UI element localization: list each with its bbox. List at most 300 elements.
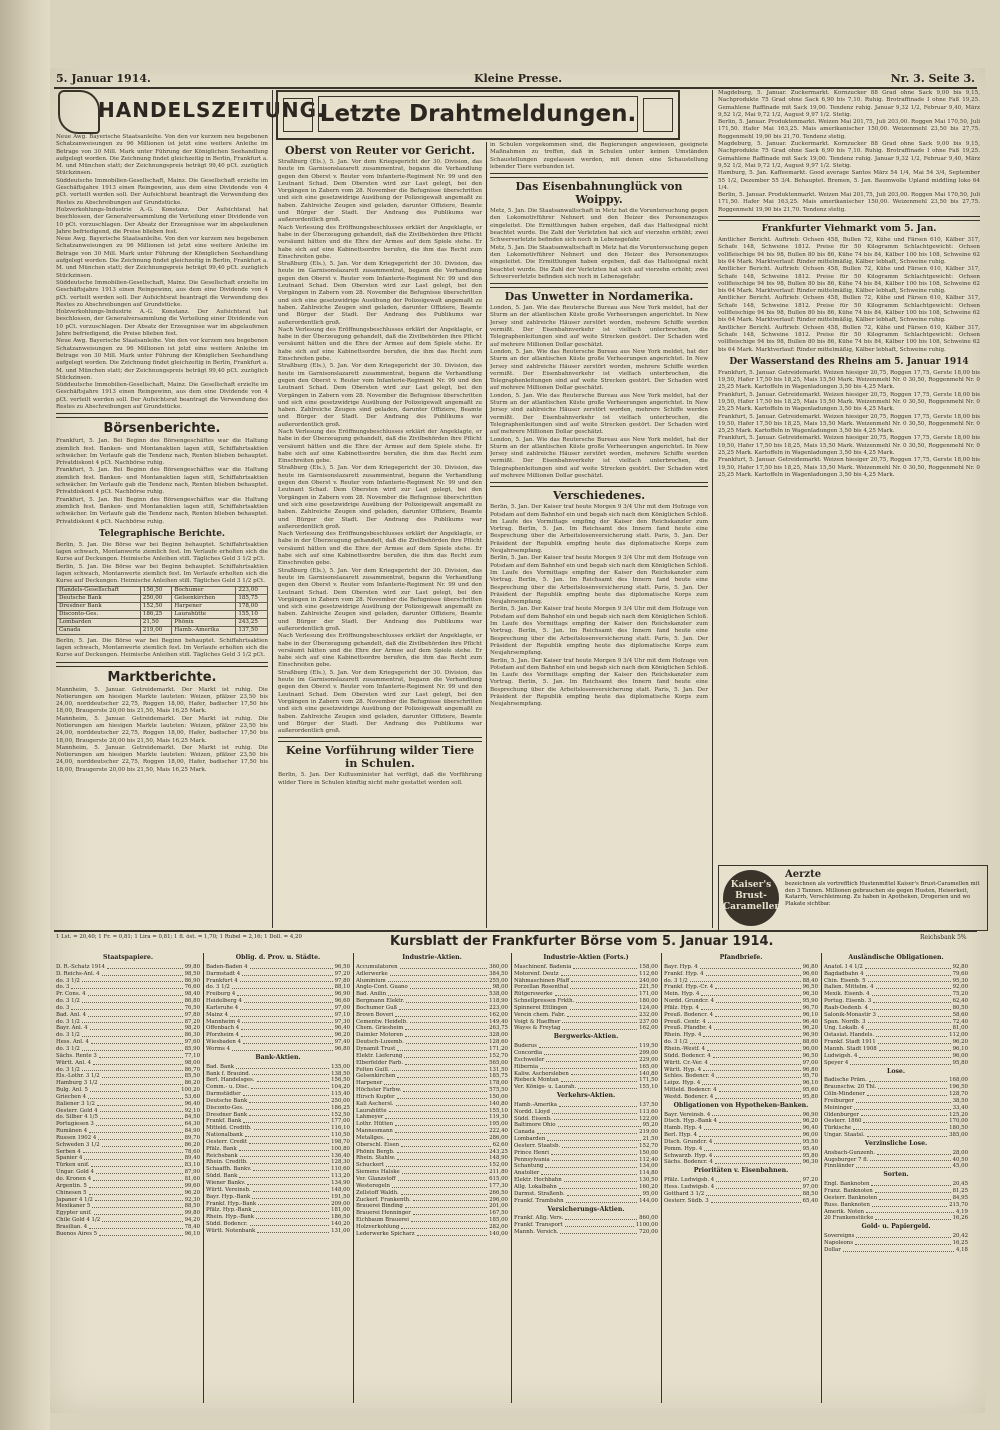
security-price: 299,00 (639, 1049, 658, 1056)
article-text: Berlin, 5. Jan. Der Kaiser traf heute Morgen 9 3/4 Uhr mit dem Hofzuge von Potsdam auf dem Bahnhof ein und begab sich nach dem Königlichen Schloß. Im Laufe des Vormittags empfing der Kaiser den Reichskanzler zum Vortrag. Berlin, 5. Jan. Im Reichsamt des Innern fand heute eine Besprechung über die Arbeitslosenversicherung statt. Paris, 5. Jan. Der Präsident der Republik empfing heute das diplomatische Korps zum Neujahrsempfang. (490, 606, 708, 657)
security-price: 96,50 (334, 963, 350, 970)
security-name: do. 3 1/2 (56, 1066, 80, 1073)
table-row (56, 1067, 200, 1074)
security-name: do. 3 1/2 (56, 1018, 80, 1025)
security-price: 100,20 (181, 1087, 200, 1094)
security-name: Dresdner Bank (206, 1111, 248, 1118)
security-name: Amerik. Noten (824, 1208, 864, 1215)
table-row (664, 1032, 818, 1039)
security-name: do. 3 1/2 (664, 1039, 688, 1046)
table-row (664, 971, 818, 978)
security-price: 232,00 (639, 1011, 658, 1018)
security-price: 119,50 (639, 1043, 658, 1050)
table-row (356, 1019, 508, 1026)
right-column (718, 90, 980, 860)
security-price: 96,80 (802, 1066, 818, 1073)
article-text: Frankfurt, 5. Januar. Getreidemarkt. Weizen hiesiger 20,75, Roggen 17,75, Gerste 18,00 bis 19,50, Hafer 17,50 bis 18,25, Mais 15,50 Mark. Weizenmehl Nr. 0 30,50, Roggenmehl Nr. 0 25,25 Mark. Kartoffeln in Wagenladungen 3,50 bis 4,25 Mark. (718, 457, 980, 478)
security-name: Eichbaum Brauerei (356, 1217, 410, 1224)
table-row (56, 1114, 200, 1121)
leader-dots (567, 1191, 641, 1196)
leader-dots (251, 1084, 329, 1089)
security-name: Berl. Handelsges. (206, 1077, 255, 1084)
ornament-icon (58, 90, 100, 134)
table-row (664, 978, 818, 985)
security-name: Mannesmann (356, 1128, 393, 1135)
table-row (356, 1108, 508, 1115)
table-row (206, 1132, 350, 1139)
security-price: 79,60 (952, 970, 968, 977)
security-price: 95,50 (802, 1138, 818, 1145)
security-name: Frankf. Bank (206, 1118, 242, 1125)
security-price: 185,00 (489, 1217, 508, 1224)
table-row (57, 626, 268, 634)
table-row (514, 1005, 658, 1012)
handelszeitung-title: HANDELSZEITUNG. (98, 98, 326, 122)
security-name: Türkische (824, 1125, 852, 1132)
security-name: Franz. Banknoten (824, 1188, 873, 1194)
table-row (664, 1025, 818, 1032)
article-text: Nach Verlesung des Eröffnungsbeschlusses erklärt der Angeklagte, er habe in der Überzeugung gehandelt, daß die Zivilbehörden ihre Pflicht versäumt hätten und die Ehre der Armee auf dem Spiele stehe. Er habe sich auf eine Kabinettsordre berufen, die ihm das Recht zum Einschreiten gebe. (278, 633, 482, 669)
leader-dots (240, 1153, 329, 1158)
security-name: Baden-Baden 4 (206, 963, 248, 970)
leader-dots (710, 1060, 801, 1065)
leader-dots (561, 1077, 637, 1082)
table-row (664, 1080, 818, 1087)
article-text: London, 5. Jan. Wie das Reutersche Bureau aus New York meldet, hat der Sturm an der atlantischen Küste große Verheerungen angerichtet. In New Jersey sind zahlreiche Häuser zerstört worden, mehrere Schiffe werden vermißt. Der Eisenbahnverkehr ist vielfach unterbrochen, die Telegraphenleitungen sind auf weite Strecken gestört. Der Schaden wird auf mehrere Millionen Dollar geschätzt. (490, 436, 708, 479)
table-row (664, 1019, 818, 1026)
table-row (664, 1139, 818, 1146)
security-name: Cementw. Heidelb. (356, 1018, 408, 1025)
table-row (56, 1231, 200, 1238)
security-name: Schwarzb. Hyp. 4 (664, 1152, 713, 1159)
article-text: Frankfurt, 5. Jan. Bei Beginn des Börsengeschäftes war die Haltung ziemlich fest. Banken- und Montanaktien lagen still, Schiffahrtsaktien schwächer. Im Verlaufe gab die Tendenz nach, Renten blieben behauptet. Privatdiskont 4 pCt. Nachbörse ruhig. (56, 496, 268, 525)
security-name: Prince Henri (514, 1149, 549, 1156)
table-row (664, 1125, 818, 1132)
table-row (56, 984, 200, 991)
security-price: 97,80 (334, 977, 350, 984)
leader-dots (84, 1155, 182, 1160)
security-price: 110,50 (331, 1132, 350, 1139)
security-price: 84,50 (184, 1114, 200, 1121)
table-row (56, 1217, 200, 1224)
table-row (206, 1166, 350, 1173)
article-text: Süddeutsche Immobilien-Gesellschaft, Mainz. Die Gesellschaft erzielte im Geschäftsjahre 1913 einen Reingewinn, aus dem eine Dividende von 4 pCt. verteilt werden soll. Der Aufsichtsrat beantragt die Verwendung des Restes zu Abschreibungen auf Grundstücke. (56, 382, 268, 410)
security-name: Schaaffh. Bankv. (206, 1166, 252, 1173)
table-row (56, 1197, 200, 1204)
table-cell: 178,00 (236, 602, 268, 610)
leader-dots (539, 1043, 637, 1048)
security-name: Siemens Halske (356, 1169, 400, 1176)
security-name: do. 3 (56, 1004, 70, 1011)
security-name: Serben 4 (56, 1148, 81, 1155)
table-row (206, 1039, 350, 1046)
table-cell: 155,10 (236, 610, 268, 618)
table-row (356, 1046, 508, 1053)
security-price: 97,20 (334, 970, 350, 977)
handelszeitung-masthead (58, 90, 326, 132)
leader-dots (88, 1094, 182, 1099)
table-row (56, 1005, 200, 1012)
table-row (356, 1128, 508, 1135)
leader-dots (871, 1181, 950, 1186)
security-price: 112,40 (639, 1156, 658, 1163)
table-row (57, 618, 268, 626)
security-name: Dynamit Trust (356, 1045, 396, 1052)
security-name: Oesterr. Banknoten (824, 1194, 878, 1201)
security-price: 96,20 (334, 1032, 350, 1039)
security-name: Hess. Ludwigsb. 4 (664, 1184, 715, 1190)
article-text: Frankfurt, 5. Jan. Bei Beginn des Börsengeschäftes war die Haltung ziemlich fest. Banken- und Montanaktien lagen still, Schiffahrtsaktien schwächer. Im Verlaufe gab die Tendenz nach, Renten blieben behauptet. Privatdiskont 4 pCt. Nachbörse ruhig. (56, 467, 268, 496)
table-row (56, 1128, 200, 1135)
security-name: Frankf. Trambahn (514, 1197, 564, 1204)
leader-dots (89, 1183, 183, 1188)
security-name: Hamb.-Amerika (514, 1101, 557, 1108)
ad-text: bezeichnen als vortrefflich Hustenmittel Kaiser's Brust-Caramellen mit den 3 Tannen. Millionen gebrauchen sie gegen Husten, Heiserkeit, Katarrh, Verschleimung. Zu haben in Apotheken, Drogerien und wo Plakate sichtbar. (785, 881, 980, 907)
divider (56, 662, 268, 667)
security-name: Elektr. Lieferung (356, 1052, 403, 1059)
table-row (356, 1080, 508, 1087)
security-price: 138,50 (331, 1070, 350, 1077)
article-text: Berlin, 5. Jan. Der Kaiser traf heute Morgen 9 3/4 Uhr mit dem Hofzuge von Potsdam auf dem Bahnhof ein und begab sich nach dem Königlichen Schloß. Im Laufe des Vormittags empfing der Kaiser den Reichskanzler zum Vortrag. Berlin, 5. Jan. Im Reichsamt des Innern fand heute eine Besprechung über die Arbeitslosenversicherung statt. Paris, 5. Jan. Der Präsident der Republik empfing heute das diplomatische Korps zum Neujahrsempfang. (490, 555, 708, 606)
security-price: 80,50 (952, 1004, 968, 1011)
security-price: 92,30 (184, 1196, 200, 1203)
article-text: London, 5. Jan. Wie das Reutersche Bureau aus New York meldet, hat der Sturm an der atlantischen Küste große Verheerungen angerichtet. In New Jersey sind zahlreiche Häuser zerstört worden, mehrere Schiffe werden vermißt. Der Eisenbahnverkehr ist vielfach unterbrochen, die Telegraphenleitungen sind auf weite Strecken gestört. Der Schaden wird auf mehrere Millionen Dollar geschätzt. (490, 305, 708, 348)
table-row (356, 1060, 508, 1067)
security-price: 96,10 (802, 1080, 818, 1087)
leader-dots (413, 1197, 487, 1202)
kursblatt-section-heading: Gold- u. Papiergeld. (861, 1223, 931, 1231)
leader-dots (565, 1215, 637, 1220)
security-name: Ansbach-Gunzenh. (824, 1149, 876, 1156)
header-rule (54, 87, 977, 89)
table-row (57, 586, 268, 594)
table-row (664, 1191, 818, 1198)
table-cell: Handels-Gesellschaft (57, 586, 141, 594)
security-name: Zellstoff Waldh. (356, 1189, 399, 1196)
book-binding (0, 0, 50, 1430)
security-name: Südd. Bodencr. (206, 1221, 248, 1228)
table-row (356, 1176, 508, 1183)
kursblatt-column (356, 953, 508, 1403)
column-rule (511, 953, 512, 1403)
security-name: Italiener 3 1/2 (56, 1100, 95, 1107)
security-price: 21,50 (642, 1136, 658, 1143)
leader-dots (716, 1184, 800, 1189)
security-price: 282,00 (489, 1223, 508, 1230)
leader-dots (704, 1146, 800, 1151)
security-price: 86,30 (184, 1032, 200, 1039)
leader-dots (562, 1143, 637, 1148)
table-cell: 185,75 (236, 594, 268, 602)
leader-dots (82, 1019, 183, 1024)
kursblatt-section-heading: Versicherungs-Aktien. (547, 1205, 625, 1213)
table-cell: 156,50 (140, 586, 172, 594)
security-price: 221,50 (639, 984, 658, 991)
security-name: do. 3 1/2 (56, 977, 80, 984)
table-row (356, 1217, 508, 1224)
table-row (356, 1224, 508, 1231)
security-name: Japaner 4 1/2 (56, 1196, 93, 1203)
security-name: Meininger (824, 1104, 853, 1111)
security-price: 96,10 (184, 1230, 200, 1237)
security-price: 180,00 (639, 998, 658, 1005)
security-price: 150,00 (639, 1149, 658, 1156)
leader-dots (571, 1071, 637, 1076)
security-price: 28,00 (952, 1149, 968, 1156)
table-row (56, 991, 200, 998)
security-price: 118,90 (489, 998, 508, 1005)
table-row (206, 1139, 350, 1146)
table-cell: Lombarden (57, 618, 141, 626)
table-row (664, 1053, 818, 1060)
article-text: Frankfurt, 5. Januar. Getreidemarkt. Weizen hiesiger 20,75, Roggen 17,75, Gerste 18,00 bis 19,50, Hafer 17,50 bis 18,25, Mais 15,50 Mark. Weizenmehl Nr. 0 30,50, Roggenmehl Nr. 0 25,25 Mark. Kartoffeln in Wagenladungen 3,50 bis 4,25 Mark. (718, 391, 980, 413)
table-row (206, 1207, 350, 1214)
security-name: Pfälz. Hyp. 4 (664, 1004, 699, 1011)
security-name: Griechen 4 (56, 1093, 87, 1100)
security-price: 89,40 (184, 1155, 200, 1162)
leader-dots (240, 978, 333, 983)
leader-dots (715, 1094, 800, 1099)
ad-title: Aerzte (785, 869, 822, 880)
security-name: Ung. Lokalb. 4 (824, 1025, 865, 1032)
security-name: Mainz 4 (206, 1011, 228, 1018)
article-text: Amtlicher Bericht. Auftrieb: Ochsen 458, Bullen 72, Kühe und Färsen 610, Kälber 317, Schafe 148, Schweine 1812. Preise für 50 Kilogramm Schlachtgewicht: Ochsen vollfleischige 94 bis 98, Bullen 80 bis 86, Kühe 74 bis 84, Kälber 100 bis 108, Schweine 62 bis 64 Mark. Marktverlauf: Rinder mittelmäßig, Kälber lebhaft, Schweine ruhig. (718, 295, 980, 324)
table-row (514, 991, 658, 998)
leader-dots (249, 1112, 329, 1117)
table-row (56, 1224, 200, 1231)
leader-dots (256, 1214, 329, 1219)
table-row (356, 1210, 508, 1217)
security-name: Oesterr. 1860 (824, 1118, 862, 1125)
security-name: do. 3 1/2 (56, 1045, 80, 1052)
table-row (664, 998, 818, 1005)
security-price: 110,60 (331, 1166, 350, 1173)
table-row (356, 1121, 508, 1128)
security-price: 720,00 (639, 1229, 658, 1236)
security-name: Bad. Bank (206, 1063, 234, 1070)
security-name: Deutsche Bank (206, 1097, 248, 1104)
security-name: Chile Gold 4 1/2 (56, 1217, 101, 1224)
table-row (824, 964, 968, 971)
leader-dots (96, 1121, 183, 1126)
security-name: Westd. Bodencr. 4 (664, 1093, 714, 1100)
leader-dots (565, 1222, 634, 1227)
table-row (206, 1019, 350, 1026)
security-name: Bochumer Guß (356, 1004, 398, 1011)
leader-dots (715, 984, 800, 989)
article-text: Frankfurt, 5. Jan. Bei Beginn des Börsengeschäftes war die Haltung ziemlich fest. Banken- und Montanaktien lagen still, Schiffahrtsaktien schwächer. Im Verlaufe gab die Tendenz nach, Renten blieben behauptet. Privatdiskont 4 pCt. Nachbörse ruhig. (56, 438, 268, 467)
security-price: 1100,00 (635, 1222, 658, 1229)
security-name: Heidelberg 4 (206, 998, 242, 1005)
leader-dots (703, 1067, 800, 1072)
leader-dots (555, 991, 638, 996)
table-row (57, 594, 268, 602)
leader-dots (405, 1060, 487, 1065)
security-price: 328,00 (489, 1032, 508, 1039)
security-price: 96,40 (802, 1018, 818, 1025)
security-price: 84,90 (184, 1128, 200, 1135)
security-price: 92,00 (952, 984, 968, 991)
security-name: Egypter unif. (56, 1210, 92, 1217)
table-row (514, 1043, 658, 1050)
leader-dots (876, 1032, 947, 1037)
security-price: 162,00 (639, 1025, 658, 1032)
security-name: Freiburger (824, 1097, 854, 1104)
security-name: Harpener (356, 1080, 383, 1087)
security-price: 171,20 (489, 1045, 508, 1052)
security-price: 97,60 (184, 1039, 200, 1046)
leader-dots (98, 1135, 182, 1140)
security-price: 97,20 (802, 1177, 818, 1184)
leader-dots (236, 1064, 329, 1069)
security-price: 215,70 (949, 1201, 968, 1208)
security-name: Baltimore Ohio (514, 1122, 556, 1129)
security-name: Spanier 4 (56, 1155, 83, 1162)
middle-column-2 (490, 142, 708, 928)
security-name: Concordia (514, 1049, 543, 1056)
leader-dots (399, 1005, 487, 1010)
table-row (356, 1169, 508, 1176)
leader-dots (417, 1231, 488, 1236)
table-row (206, 1173, 350, 1180)
security-name: Darmstädter (206, 1091, 241, 1098)
article-text: Neue Awg. Bayerische Staatsanleihe. Von den vor kurzem neu begebenen Schatzanweisungen zu 96 Millionen ist jetzt eine weitere Anleihe im Betrage von 30 Mill. Mark unter Führung der Königlichen Seehandlung aufgelegt worden. Die Zeichnung findet gleichzeitig in Berlin, Frankfurt a. M. und München statt; der Zeichnungspreis beträgt 99,40 pCt. zuzüglich Stückzinsen. (56, 134, 268, 177)
leader-dots (868, 1019, 951, 1024)
leader-dots (878, 1084, 947, 1089)
leader-dots (413, 1210, 487, 1215)
leader-dots (90, 1025, 183, 1030)
leader-dots (719, 1087, 801, 1092)
security-price: 81,00 (952, 1025, 968, 1032)
security-price: 286,00 (489, 1134, 508, 1141)
table-row (514, 984, 658, 991)
table-cell: 250,00 (140, 594, 172, 602)
leader-dots (560, 1229, 637, 1234)
security-price: 538,00 (489, 991, 508, 998)
article-text: Berlin, 5. Jan. Die Börse war bei Beginn behauptet. Schiffahrtsaktien lagen schwach, Montanwerte ziemlich fest. Im Verlaufe erholten sich die Kurse auf Deckungen. Heimische Anleihen still. Tägliches Geld 3 1/2 pCt. (56, 541, 268, 563)
leader-dots (713, 1053, 801, 1058)
table-row (206, 1077, 350, 1084)
leader-dots (552, 1157, 637, 1162)
security-name: Württ. Notenbank (206, 1227, 256, 1234)
security-price: 96,40 (334, 1025, 350, 1032)
leader-dots (99, 1053, 183, 1058)
security-name: Span. Nordb. 3 (824, 1018, 866, 1025)
leader-dots (856, 1233, 950, 1238)
table-cell: Disconto-Ges. (57, 610, 141, 618)
leader-dots (551, 1150, 637, 1155)
leader-dots (99, 1231, 182, 1236)
security-name: Canada (514, 1129, 535, 1136)
table-cell: Hamb.-Amerika (172, 626, 236, 634)
leader-dots (707, 1046, 801, 1051)
security-name: Anglo-Cont. Guano (356, 984, 408, 991)
leader-dots (561, 971, 637, 976)
table-row (824, 1019, 968, 1026)
boersenberichte-heading: Börsenberichte. (103, 421, 221, 437)
security-price: 98,40 (184, 991, 200, 998)
security-name: Schweden 3 1/2 (56, 1141, 100, 1148)
security-name: Portug. Eisenb. 3 (824, 998, 872, 1005)
leader-dots (547, 1136, 640, 1141)
security-price: 130,50 (639, 1177, 658, 1184)
table-row (824, 1098, 968, 1105)
security-price: 170,00 (949, 1118, 968, 1125)
security-name: Bad. Anilin (356, 991, 387, 998)
security-price: 88,50 (802, 1190, 818, 1197)
security-name: Offenbach 4 (206, 1025, 240, 1032)
table-row (356, 1101, 508, 1108)
table-row (824, 1195, 968, 1202)
leader-dots (690, 978, 801, 983)
security-price: 95,00 (642, 1190, 658, 1197)
table-row (56, 1080, 200, 1087)
table-row (824, 1046, 968, 1053)
column-rule (661, 953, 662, 1403)
column-rule (712, 90, 713, 928)
leader-dots (89, 1224, 182, 1229)
table-row (56, 964, 200, 971)
leader-dots (94, 1210, 183, 1215)
leader-dots (719, 1118, 801, 1123)
security-price: 149,40 (489, 1018, 508, 1025)
table-row (356, 1183, 508, 1190)
table-row (206, 1025, 350, 1032)
security-price: 78,40 (184, 1223, 200, 1230)
table-row (56, 1012, 200, 1019)
table-row (356, 1039, 508, 1046)
table-row (824, 1091, 968, 1098)
table-row (56, 1135, 200, 1142)
security-price: 186,25 (331, 1104, 350, 1111)
table-row (824, 1039, 968, 1046)
article-text: Mannheim, 5. Januar. Getreidemarkt. Der Markt ist ruhig. Die Notierungen am hiesigen Markte lauteten: Weizen, pfälzer 23,50 bis 24,00, norddeutscher 22,75, Roggen 18,00, Hafer, badischer 17,50 bis 18,00, Braugerste 20,00 bis 21,50, Mais 16,25 Mark. (56, 744, 268, 773)
table-row (824, 971, 968, 978)
security-price: 95,60 (802, 1087, 818, 1094)
article-text: in Schulen vorgekommen sind, die Regierungen angewiesen, geeignete Maßnahmen zu treffen, daß in Schulen unter keinen Umständen Schaustellungen zugelassen werden, mit denen eine Schaustellung lebender Tiere verbunden ist. (490, 142, 708, 170)
leader-dots (878, 1012, 951, 1017)
article-text: Neue Awg. Bayerische Staatsanleihe. Von den vor kurzem neu begebenen Schatzanweisungen zu 96 Millionen ist jetzt eine weitere Anleihe im Betrage von 30 Mill. Mark unter Führung der Königlichen Seehandlung aufgelegt worden. Die Zeichnung findet gleichzeitig in Berlin, Frankfurt a. M. und München statt; der Zeichnungspreis beträgt 99,40 pCt. zuzüglich Stückzinsen. (56, 338, 268, 381)
leader-dots (230, 1012, 333, 1017)
table-row (664, 1153, 818, 1160)
security-name: Deutsch-Luxemb. (356, 1039, 404, 1046)
security-name: Porzellan Rosenthal (514, 984, 569, 991)
leader-dots (405, 1025, 487, 1030)
table-row (824, 1025, 968, 1032)
security-name: Dollar (824, 1246, 841, 1253)
table-row (356, 1032, 508, 1039)
security-name: do. 3 1/2 (206, 984, 230, 991)
kursblatt-section-heading: Verzinsliche Lose. (864, 1139, 928, 1147)
table-row (206, 1091, 350, 1098)
table-row (56, 971, 200, 978)
security-price: 4,19 (955, 1208, 968, 1215)
security-price: 140,80 (489, 1100, 508, 1107)
table-row (514, 1102, 658, 1109)
leader-dots (250, 1159, 329, 1164)
leader-dots (102, 1073, 183, 1078)
column-rule (203, 953, 204, 1403)
security-name: Württ. Vereinsb. (206, 1186, 251, 1193)
security-name: Voigt & Haeffner (514, 1018, 561, 1025)
security-price: 88,60 (802, 1039, 818, 1046)
table-row (206, 1032, 350, 1039)
column-rule (272, 90, 273, 928)
kursblatt-section-heading: Bergwerks-Aktien. (553, 1033, 619, 1041)
security-name: Württ. Anl. 4 (56, 1059, 92, 1066)
security-price: 116,10 (331, 1125, 350, 1132)
security-name: Nordd. Lloyd (514, 1108, 550, 1115)
